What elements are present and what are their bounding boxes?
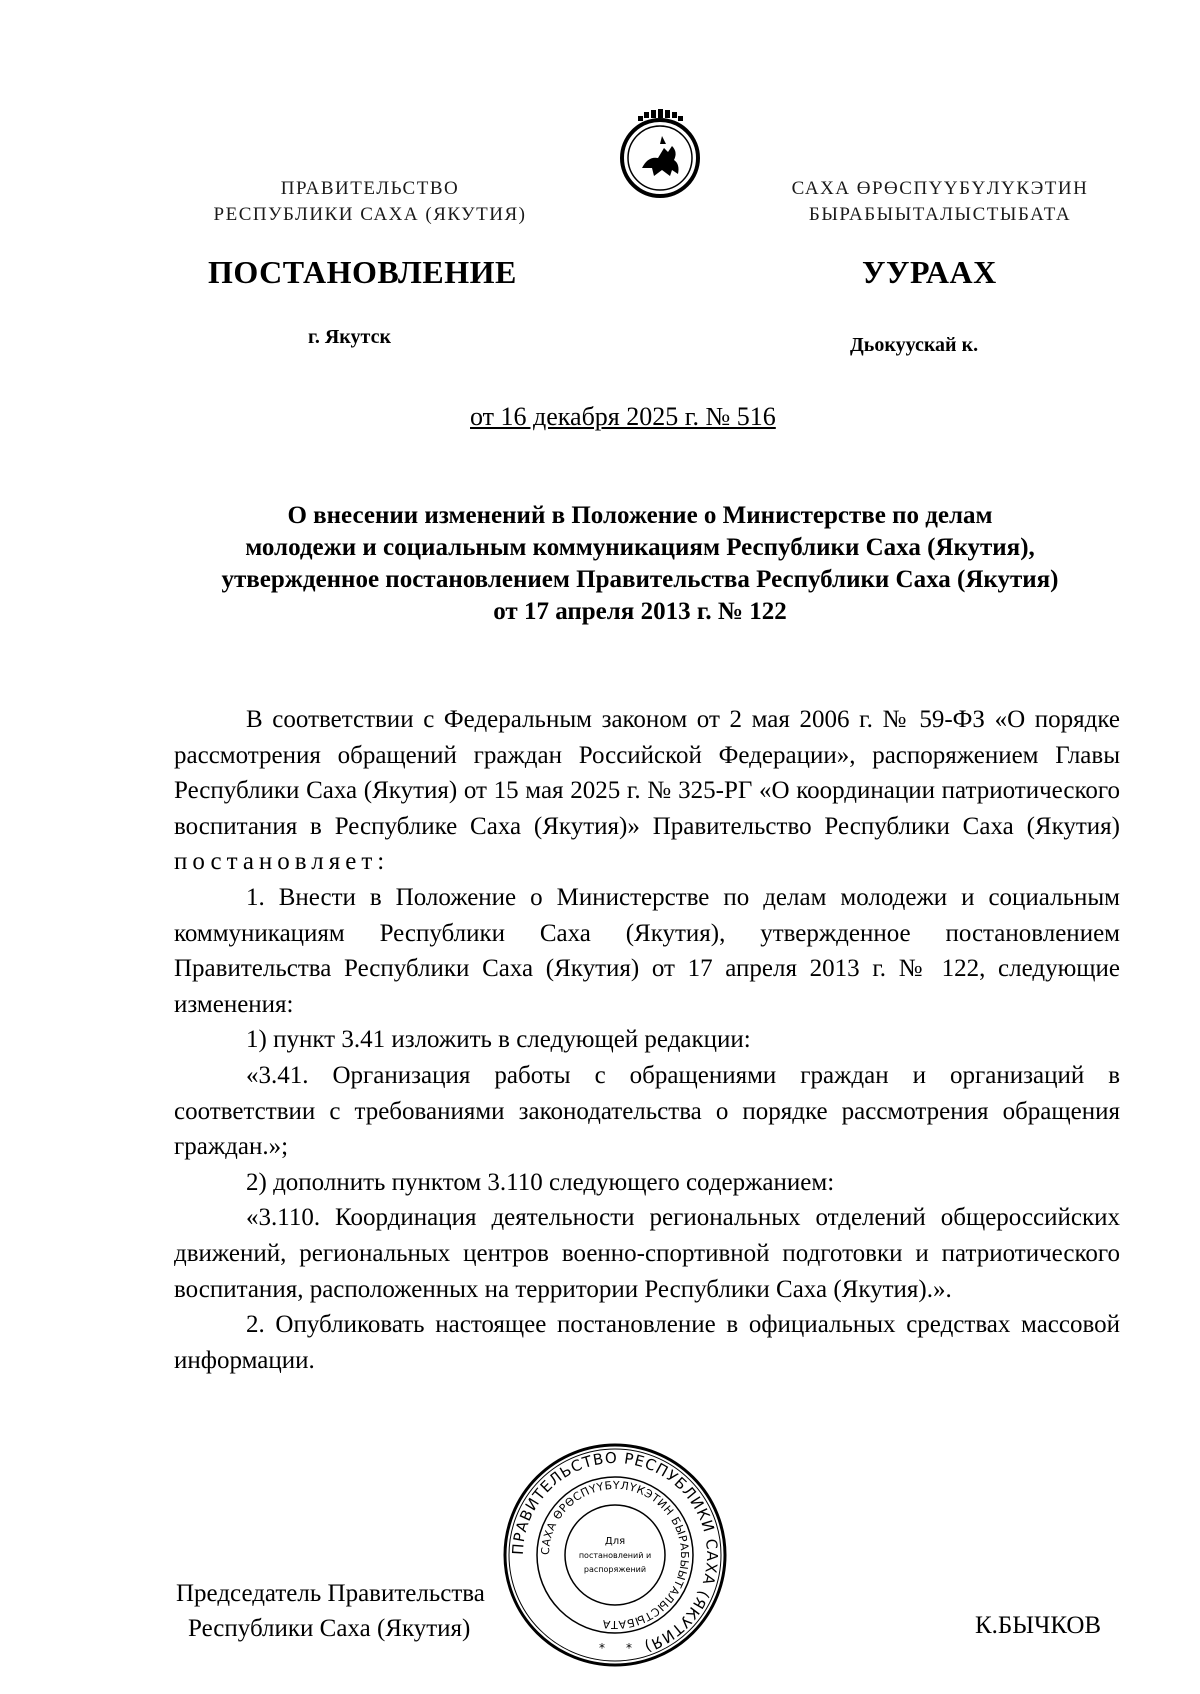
- subject-line: О внесении изменений в Положение о Министерстве по делам: [287, 502, 993, 529]
- stamp-center-line1: Для: [604, 1536, 626, 1547]
- document-subject: [160, 500, 1120, 628]
- coat-of-arms-icon: [614, 108, 706, 200]
- signatory-title-line1: Председатель Правительства: [176, 1580, 485, 1607]
- place-sakha: Дьокуускай к.: [850, 334, 979, 356]
- resolves-word: постановляет:: [174, 848, 390, 876]
- svg-text:*: *: [626, 1641, 632, 1655]
- signatory-name: К.БЫЧКОВ: [975, 1612, 1102, 1639]
- svg-text:*: *: [599, 1641, 605, 1655]
- stamp-center-line3: распоряжений: [583, 1565, 647, 1574]
- quote-3-110: «3.110. Координация деятельности региональных отделений общероссийских движений, региональных центров военно-спортивной подготовки и патриотического воспитания, расположенных на территории Республики Саха (Якутия).».: [174, 1204, 1120, 1303]
- preamble-text: В соответствии с Федеральным законом от 2 мая 2006 г. № 59-ФЗ «О порядке рассмотрения обращений граждан Российской Федерации», распоряжением Главы Республики Саха (Якутия) от 15 мая 2025 г. № 325-РГ «О координации патриотического воспитания в Республике Саха (Якутия)» Правительство Республики Саха (Якутия): [174, 706, 1120, 840]
- subject-line: от 17 апреля 2013 г. № 122: [493, 598, 787, 625]
- signatory-title-line2: Республики Саха (Якутия): [188, 1615, 471, 1642]
- official-seal-icon: [500, 1440, 730, 1670]
- subparagraph-2: 2) дополнить пунктом 3.110 следующего содержанием:: [246, 1168, 835, 1196]
- stamp-outer-text: ПРАВИТЕЛЬСТВО РЕСПУБЛИКИ САХА (ЯКУТИЯ): [508, 1448, 722, 1656]
- header-left: [160, 176, 580, 228]
- subject-line: утвержденное постановлением Правительства Республики Саха (Якутия): [221, 566, 1059, 593]
- header-left-line2: РЕСПУБЛИКИ САХА (ЯКУТИЯ): [213, 204, 527, 225]
- stamp-inner-text: САХА ӨРӨСПҮҮБҮЛҮКЭТИН БЫРАБЫЫТАЛЫСТЫБАТА: [538, 1478, 692, 1632]
- doc-type-ru: ПОСТАНОВЛЕНИЕ: [208, 254, 517, 290]
- quote-3-41: «3.41. Организация работы с обращениями граждан и организаций в соответствии с требованиями законодательства о порядке рассмотрения обращения граждан.»;: [174, 1061, 1120, 1161]
- stamp-center-line2: постановлений и: [578, 1551, 652, 1560]
- signatory-title: [176, 1576, 485, 1646]
- paragraph-2: 2. Опубликовать настоящее постановление в официальных средствах массовой информации.: [174, 1311, 1120, 1374]
- document-body: [174, 702, 1120, 1378]
- subject-line: молодежи и социальным коммуникациям Республики Саха (Якутия),: [245, 534, 1035, 561]
- place-ru: г. Якутск: [308, 326, 391, 348]
- header-right: [740, 176, 1140, 228]
- header-left-line1: ПРАВИТЕЛЬСТВО: [280, 178, 460, 199]
- subparagraph-1: 1) пункт 3.41 изложить в следующей редакции:: [246, 1026, 751, 1054]
- date-number-line: от 16 декабря 2025 г. № 516: [470, 402, 776, 431]
- header-right-line1: САХА ӨРӨСПҮҮБҮЛҮКЭТИН: [791, 178, 1089, 199]
- preamble-paragraph: [174, 702, 1120, 880]
- doc-type-sakha: УУРААХ: [862, 254, 997, 290]
- paragraph-1: 1. Внести в Положение о Министерстве по делам молодежи и социальным коммуникациям Республики Саха (Якутия), утвержденное постановлением Правительства Республики Саха (Якутия) от 17 апреля 2013 г. № 122, следующие изменения:: [174, 883, 1120, 1018]
- header-right-line2: БЫРАБЫЫТАЛЫСТЫБАТА: [808, 204, 1072, 225]
